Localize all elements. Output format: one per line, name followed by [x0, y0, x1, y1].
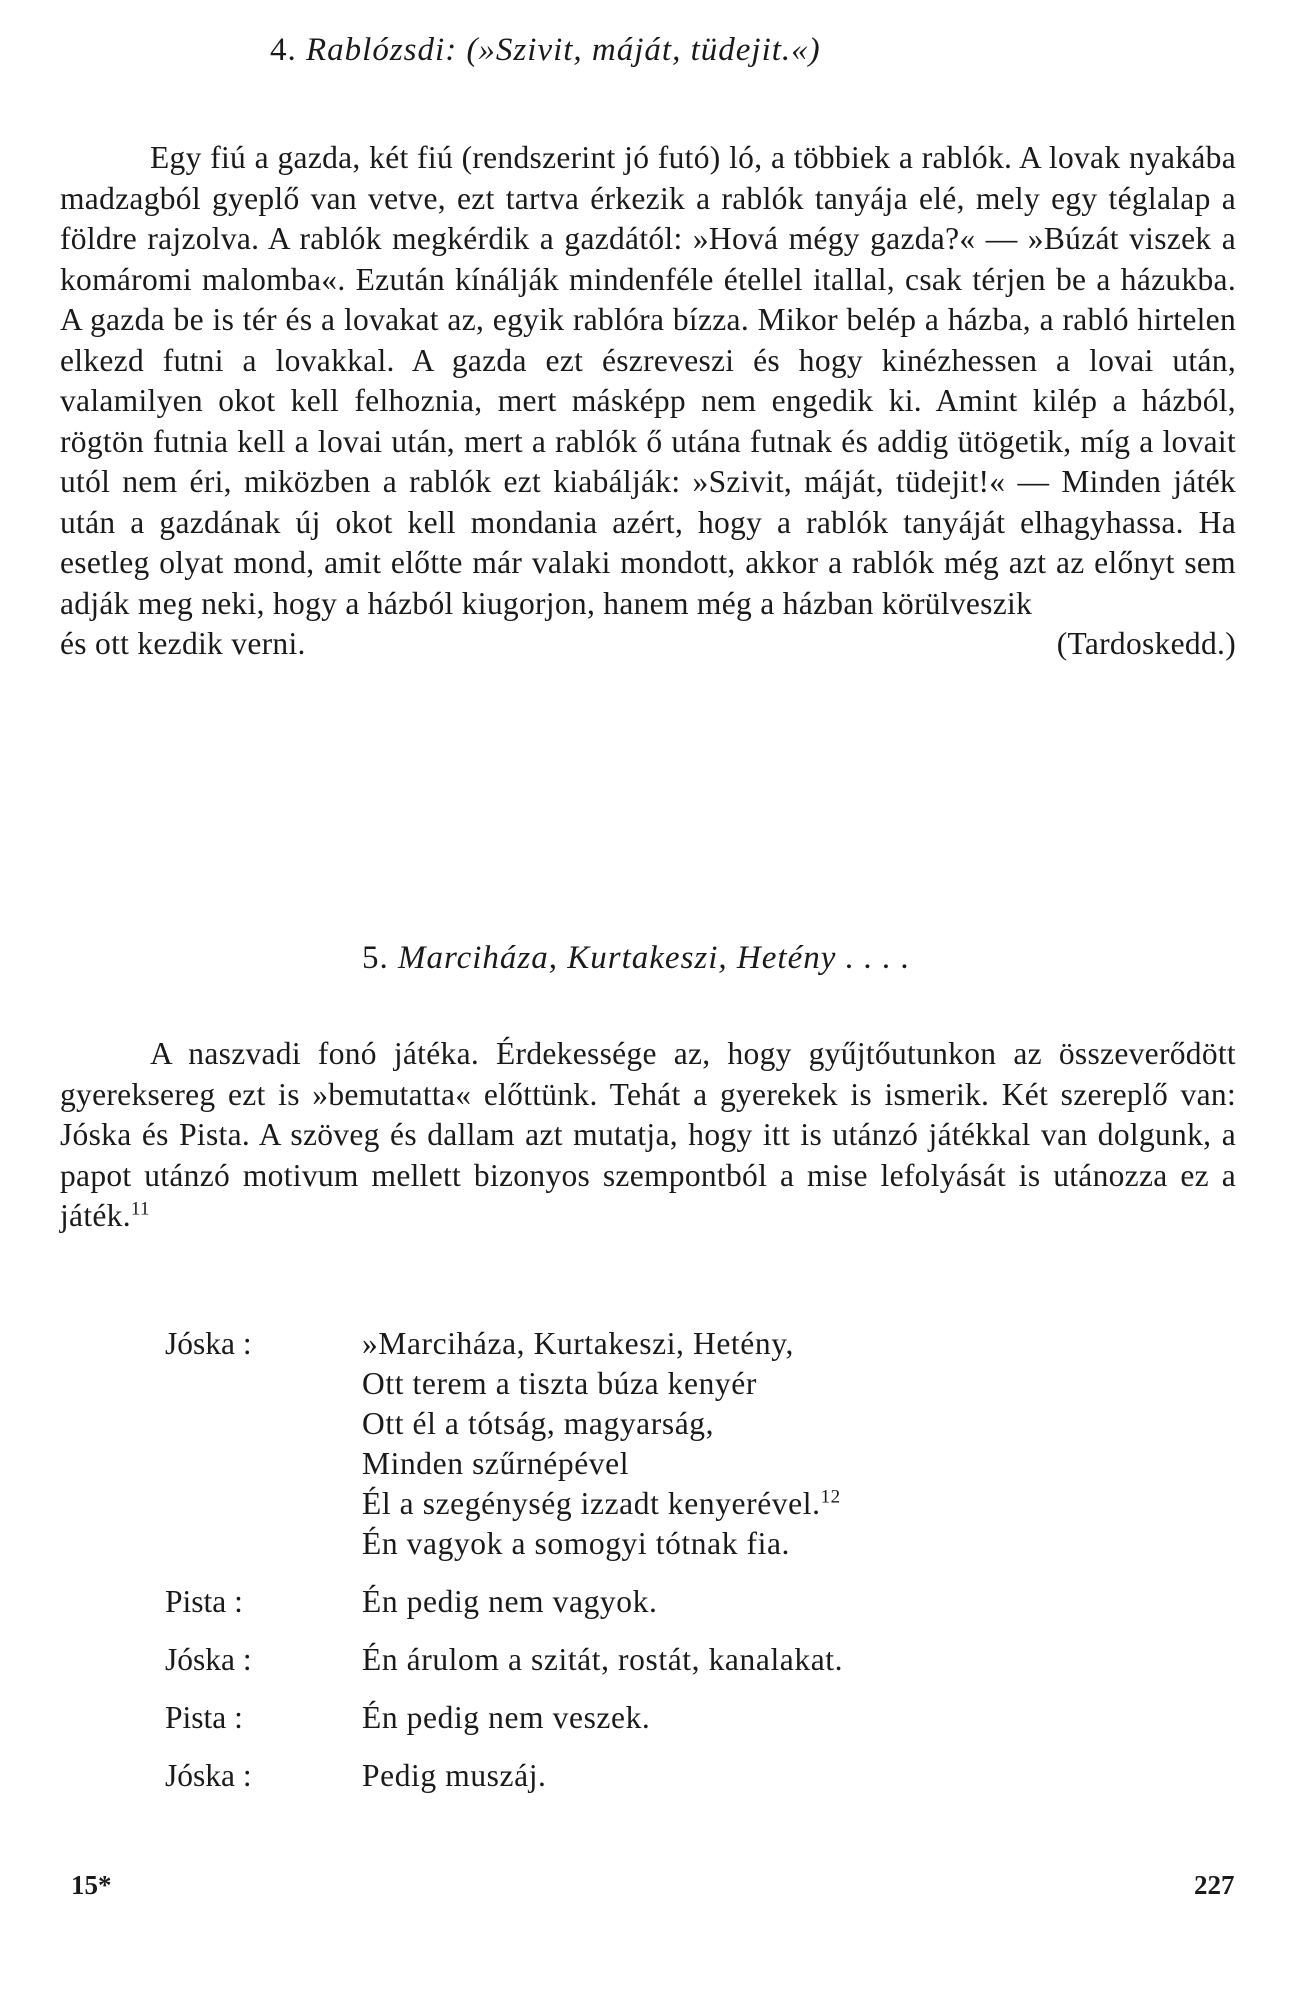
section-5-title: Marciháza, Kurtakeszi, Hetény . . . . [398, 940, 911, 976]
section-4-text: Egy fiú a gazda, két fiú (rendszerint jó futó) ló, a többiek a rablók. A lovak nyakába madzagból gyeplő van vetve, ezt tartva érkezik a rablók tanyája elé, mely egy téglalap a földre rajzolva. A rablók megkérdik a gazdától: »Hová mégy gazda?« — »Búzát viszek a komáromi malomba«. Ezután kínálják mindenféle étellel itallal, csak térjen be a házukba. A gazda be is tér és a lovakat az, egyik rablóra bízza. Mikor belép a házba, a rabló hirtelen elkezd futni a lovakkal. A gazda ezt észreveszi és hogy kinézhessen a lovai után, valamilyen okot kell felhoznia, mert másképp nem engedik ki. Amint kilép a házból, rögtön futnia kell a lovai után, mert a rablók ő utána futnak és addig ütögetik, míg a lovait utól nem éri, miközben a rablók ezt kiabálják: »Szivit, máját, tüdejit!« — Minden játék után a gazdának új okot kell mondania azért, hogy a rablók tanyáját elhagyhassa. Ha esetleg olyat mond, amit előtte már valaki mondott, akkor a rablók még azt az előnyt sem adják meg neki, hogy a házból kiugorjon, hanem még a házban körülveszik [60, 140, 1236, 621]
verse-line: Én vagyok a somogyi tótnak fia. [362, 1526, 791, 1561]
section-4-subtitle: (»Szivit, máját, tüdejit.«) [466, 32, 821, 68]
verse-line: Pedig muszáj. [362, 1758, 547, 1793]
section-4-end-line [60, 624, 1236, 665]
verse-line: Él a szegénység izzadt kenyerével.$^{12}$ [362, 1486, 841, 1521]
verse-line: »Marciháza, Kurtakeszi, Hetény, [362, 1326, 794, 1361]
verse-line: Én pedig nem veszek. [362, 1700, 651, 1735]
section-4-title-mark: : [445, 32, 458, 68]
verse-line: Én pedig nem vagyok. [362, 1584, 658, 1619]
footnote-ref-12: 12 [820, 1486, 841, 1508]
section-4-title: Rablózsdi [306, 32, 446, 68]
printer-signature: 15* [71, 1870, 112, 1900]
verse-line: Minden szűrnépével [362, 1446, 630, 1481]
verse-line: Én árulom a szitát, rostát, kanalakat. [362, 1642, 844, 1677]
speaker-label: Jóska : [165, 1758, 252, 1793]
section-5-text: A naszvadi fonó játéka. Érdekessége az, hogy gyűjtőutunkon az összeverődött gyereksereg ezt is »bemutatta« előttünk. Tehát a gyerekek is ismerik. Két szereplő van: Jóska és Pista. A szöveg és dallam azt mutatja, hogy itt is utánzó játékkal van dolgunk, a papot utánzó motivum mellett bizonyos szempontból a mise lefolyását is utánozza ez a játék. [60, 1036, 1236, 1233]
section-4-paragraph [60, 138, 1236, 665]
verse-line: Ott él a tótság, magyarság, [362, 1406, 715, 1441]
speaker-label: Pista : [165, 1584, 243, 1619]
page-number: 227 [1194, 1870, 1235, 1900]
footnote-ref-11: 11 [130, 1198, 150, 1220]
speaker-label: Jóska : [165, 1642, 252, 1677]
verse-line: Ott terem a tiszta búza kenyér [362, 1366, 757, 1401]
speaker-label: Pista : [165, 1700, 243, 1735]
section-4-heading [270, 32, 821, 69]
section-5-number: 5. [362, 940, 389, 976]
section-5-paragraph [60, 1034, 1236, 1237]
section-5-heading [362, 940, 910, 977]
section-4-number: 4. [270, 32, 297, 68]
section-4-last-line: és ott kezdik verni. [60, 626, 306, 661]
section-4-source: (Tardoskedd.) [1056, 626, 1236, 661]
speaker-label: Jóska : [165, 1326, 252, 1361]
